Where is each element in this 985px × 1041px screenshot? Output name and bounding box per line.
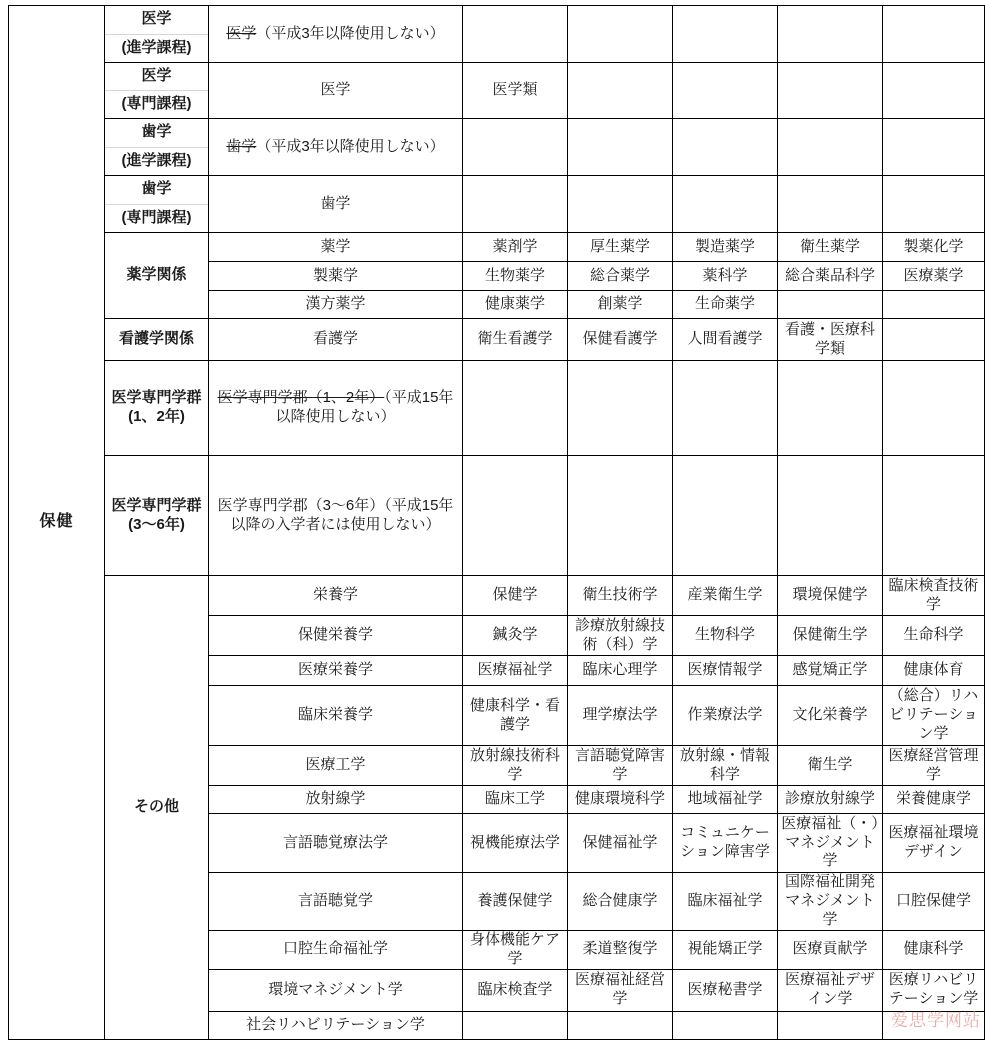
- field-cell: 視能矯正学: [673, 931, 778, 970]
- empty-cell: [673, 63, 778, 119]
- category-cell-med-prep: [105, 6, 209, 63]
- empty-cell: [673, 176, 778, 233]
- field-cell: 看護学: [209, 319, 463, 361]
- empty-cell: [778, 1011, 883, 1039]
- field-cell: 臨床検査学: [463, 969, 568, 1011]
- site-watermark: 爱思学网站: [891, 1011, 981, 1030]
- field-cell: 医療福祉学: [463, 656, 568, 686]
- field-cell: 作業療法学: [673, 686, 778, 746]
- field-cell: 健康科学: [883, 931, 985, 970]
- deprecation-note: （平成3年以降使用しない）: [256, 137, 445, 155]
- field-cell: 生命科学: [883, 616, 985, 656]
- empty-cell: [673, 1011, 778, 1039]
- deprecation-note: （平成15年以降使用しない）: [275, 389, 454, 425]
- field-cell: 栄養健康学: [883, 786, 985, 814]
- empty-cell: [568, 1011, 673, 1039]
- field-cell: 総合薬学: [568, 262, 673, 291]
- field-cell: 医学: [209, 63, 463, 119]
- empty-cell: [883, 361, 985, 456]
- category-course: (3〜6年): [128, 515, 185, 533]
- field-cell: 診療放射線技術（科）学: [568, 616, 673, 656]
- field-cell: 臨床栄養学: [209, 686, 463, 746]
- field-cell: 総合薬品科学: [778, 262, 883, 291]
- table-row: [9, 319, 985, 361]
- field-cell: 保健栄養学: [209, 616, 463, 656]
- field-cell: 医学専門学郡（3〜6年）（平成15年以降の入学者には使用しない）: [209, 456, 463, 576]
- field-cell: 保健衛生学: [778, 616, 883, 656]
- category-cell-others: その他: [105, 576, 209, 1040]
- field-cell: 健康環境科学: [568, 786, 673, 814]
- empty-cell: [883, 6, 985, 63]
- field-cell: 製造薬学: [673, 233, 778, 262]
- field-cell: 柔道整復学: [568, 931, 673, 970]
- empty-cell: [883, 291, 985, 319]
- field-cell: （総合）リハビリテーション学: [883, 686, 985, 746]
- table-row: [9, 176, 985, 233]
- field-cell: [209, 119, 463, 176]
- field-cell: 口腔生命福祉学: [209, 931, 463, 970]
- empty-cell: [463, 361, 568, 456]
- category-name: 歯学: [105, 176, 208, 205]
- empty-cell: [883, 176, 985, 233]
- category-cell-nursing: 看護学関係: [105, 319, 209, 361]
- category-cell-med-group-12: [105, 361, 209, 456]
- field-cell: 養護保健学: [463, 873, 568, 931]
- empty-cell: [778, 63, 883, 119]
- field-cell: 言語聴覚療法学: [209, 814, 463, 873]
- table-row: [9, 361, 985, 456]
- field-cell: 医療リハビリテーション学: [883, 969, 985, 1011]
- field-cell: 薬科学: [673, 262, 778, 291]
- field-cell: 栄養学: [209, 576, 463, 616]
- empty-cell: [463, 1011, 568, 1039]
- field-cell: 健康体育: [883, 656, 985, 686]
- field-cell: 身体機能ケア学: [463, 931, 568, 970]
- field-cell: 衛生学: [778, 746, 883, 786]
- deprecated-field: 医学: [226, 24, 257, 42]
- field-cell: 理学療法学: [568, 686, 673, 746]
- group-cell-hoken: 保健: [9, 6, 105, 1040]
- field-cell: 臨床心理学: [568, 656, 673, 686]
- field-cell: 人間看護学: [673, 319, 778, 361]
- empty-cell: [463, 176, 568, 233]
- empty-cell: [673, 6, 778, 63]
- field-cell: 臨床検査技術学: [883, 576, 985, 616]
- field-cell: 国際福祉開発マネジメント学: [778, 873, 883, 931]
- field-cell: 医療福祉（・）マネジメント学: [778, 814, 883, 873]
- category-course: (進学課程): [121, 38, 192, 56]
- field-cell: 生物薬学: [463, 262, 568, 291]
- classification-table: [8, 5, 985, 1040]
- empty-cell: [673, 456, 778, 576]
- field-cell: 放射線・情報科学: [673, 746, 778, 786]
- field-cell: 生物科学: [673, 616, 778, 656]
- deprecated-field: 歯学: [226, 137, 257, 155]
- field-cell: 厚生薬学: [568, 233, 673, 262]
- field-cell: 医療福祉環境デザイン: [883, 814, 985, 873]
- field-cell: コミュニケーション障害学: [673, 814, 778, 873]
- empty-cell: [778, 361, 883, 456]
- table-row: [9, 6, 985, 63]
- field-cell: 医療福祉経営学: [568, 969, 673, 1011]
- field-cell: 医療貢献学: [778, 931, 883, 970]
- field-cell: 生命薬学: [673, 291, 778, 319]
- table-row: [9, 63, 985, 119]
- field-cell: 衛生薬学: [778, 233, 883, 262]
- field-cell: 地域福祉学: [673, 786, 778, 814]
- field-cell: 医学類: [463, 63, 568, 119]
- field-cell: 環境保健学: [778, 576, 883, 616]
- table-row: [9, 456, 985, 576]
- category-name: 医学専門学群: [111, 496, 202, 514]
- field-cell: 口腔保健学: [883, 873, 985, 931]
- field-cell: 感覚矯正学: [778, 656, 883, 686]
- category-name: 医学専門学群: [111, 389, 202, 407]
- empty-cell: [778, 456, 883, 576]
- field-cell: 健康科学・看護学: [463, 686, 568, 746]
- field-cell: 薬学: [209, 233, 463, 262]
- empty-cell: [568, 6, 673, 63]
- empty-cell: [568, 63, 673, 119]
- empty-cell: [778, 291, 883, 319]
- category-course: (進学課程): [121, 151, 192, 169]
- empty-cell: [778, 119, 883, 176]
- empty-cell: [673, 361, 778, 456]
- category-course: (専門課程): [121, 208, 192, 226]
- field-cell: 衛生技術学: [568, 576, 673, 616]
- field-cell: 漢方薬学: [209, 291, 463, 319]
- field-cell: 保健学: [463, 576, 568, 616]
- field-cell: 放射線技術科学: [463, 746, 568, 786]
- field-cell: 臨床福祉学: [673, 873, 778, 931]
- field-cell: 視機能療法学: [463, 814, 568, 873]
- category-cell-dent-prep: [105, 119, 209, 176]
- empty-cell: [568, 456, 673, 576]
- empty-cell: [463, 6, 568, 63]
- empty-cell: [883, 119, 985, 176]
- field-cell: 医療工学: [209, 746, 463, 786]
- category-cell-med-prof: [105, 63, 209, 119]
- field-cell: 製薬化学: [883, 233, 985, 262]
- category-name: 歯学: [105, 119, 208, 148]
- field-cell: 看護・医療科学類: [778, 319, 883, 361]
- field-cell: 歯学: [209, 176, 463, 233]
- empty-cell: [778, 176, 883, 233]
- field-cell: 衛生看護学: [463, 319, 568, 361]
- field-cell: [209, 6, 463, 63]
- field-cell: 医療福祉デザイン学: [778, 969, 883, 1011]
- empty-cell: [568, 361, 673, 456]
- category-cell-pharmacy: 薬学関係: [105, 233, 209, 319]
- field-cell: 保健看護学: [568, 319, 673, 361]
- empty-cell: [883, 319, 985, 361]
- field-cell: 保健福祉学: [568, 814, 673, 873]
- field-cell: 臨床工学: [463, 786, 568, 814]
- empty-cell: [778, 6, 883, 63]
- empty-cell: [883, 456, 985, 576]
- field-cell: 社会リハビリテーション学: [209, 1011, 463, 1039]
- field-cell: 製薬学: [209, 262, 463, 291]
- field-cell: 医療栄養学: [209, 656, 463, 686]
- category-cell-med-group-36: [105, 456, 209, 576]
- field-cell: 医療薬学: [883, 262, 985, 291]
- field-cell: 総合健康学: [568, 873, 673, 931]
- field-cell: 医療秘書学: [673, 969, 778, 1011]
- field-cell: 薬剤学: [463, 233, 568, 262]
- field-cell: 創薬学: [568, 291, 673, 319]
- field-cell: 医療経営管理学: [883, 746, 985, 786]
- empty-cell: [568, 176, 673, 233]
- deprecation-note: （平成3年以降使用しない）: [256, 24, 445, 42]
- field-cell: 文化栄養学: [778, 686, 883, 746]
- field-cell: 産業衛生学: [673, 576, 778, 616]
- empty-cell: [463, 456, 568, 576]
- empty-cell: [463, 119, 568, 176]
- field-cell: [209, 361, 463, 456]
- field-cell: 放射線学: [209, 786, 463, 814]
- category-course: (1、2年): [128, 408, 185, 425]
- field-cell: 診療放射線学: [778, 786, 883, 814]
- field-cell: 鍼灸学: [463, 616, 568, 656]
- field-cell: 言語聴覚学: [209, 873, 463, 931]
- category-name: 医学: [105, 6, 208, 35]
- deprecated-field: 医学専門学郡（1、2年）: [217, 389, 385, 407]
- category-cell-dent-prof: [105, 176, 209, 233]
- empty-cell: [568, 119, 673, 176]
- table-row: [9, 576, 985, 616]
- field-cell: 医療情報学: [673, 656, 778, 686]
- category-name: 医学: [105, 63, 208, 91]
- field-cell: 言語聴覚障害学: [568, 746, 673, 786]
- empty-cell: [883, 63, 985, 119]
- empty-cell: [673, 119, 778, 176]
- table-row: [9, 233, 985, 262]
- field-cell: 環境マネジメント学: [209, 969, 463, 1011]
- category-course: (専門課程): [121, 95, 192, 113]
- field-cell: 健康薬学: [463, 291, 568, 319]
- table-row: [9, 119, 985, 176]
